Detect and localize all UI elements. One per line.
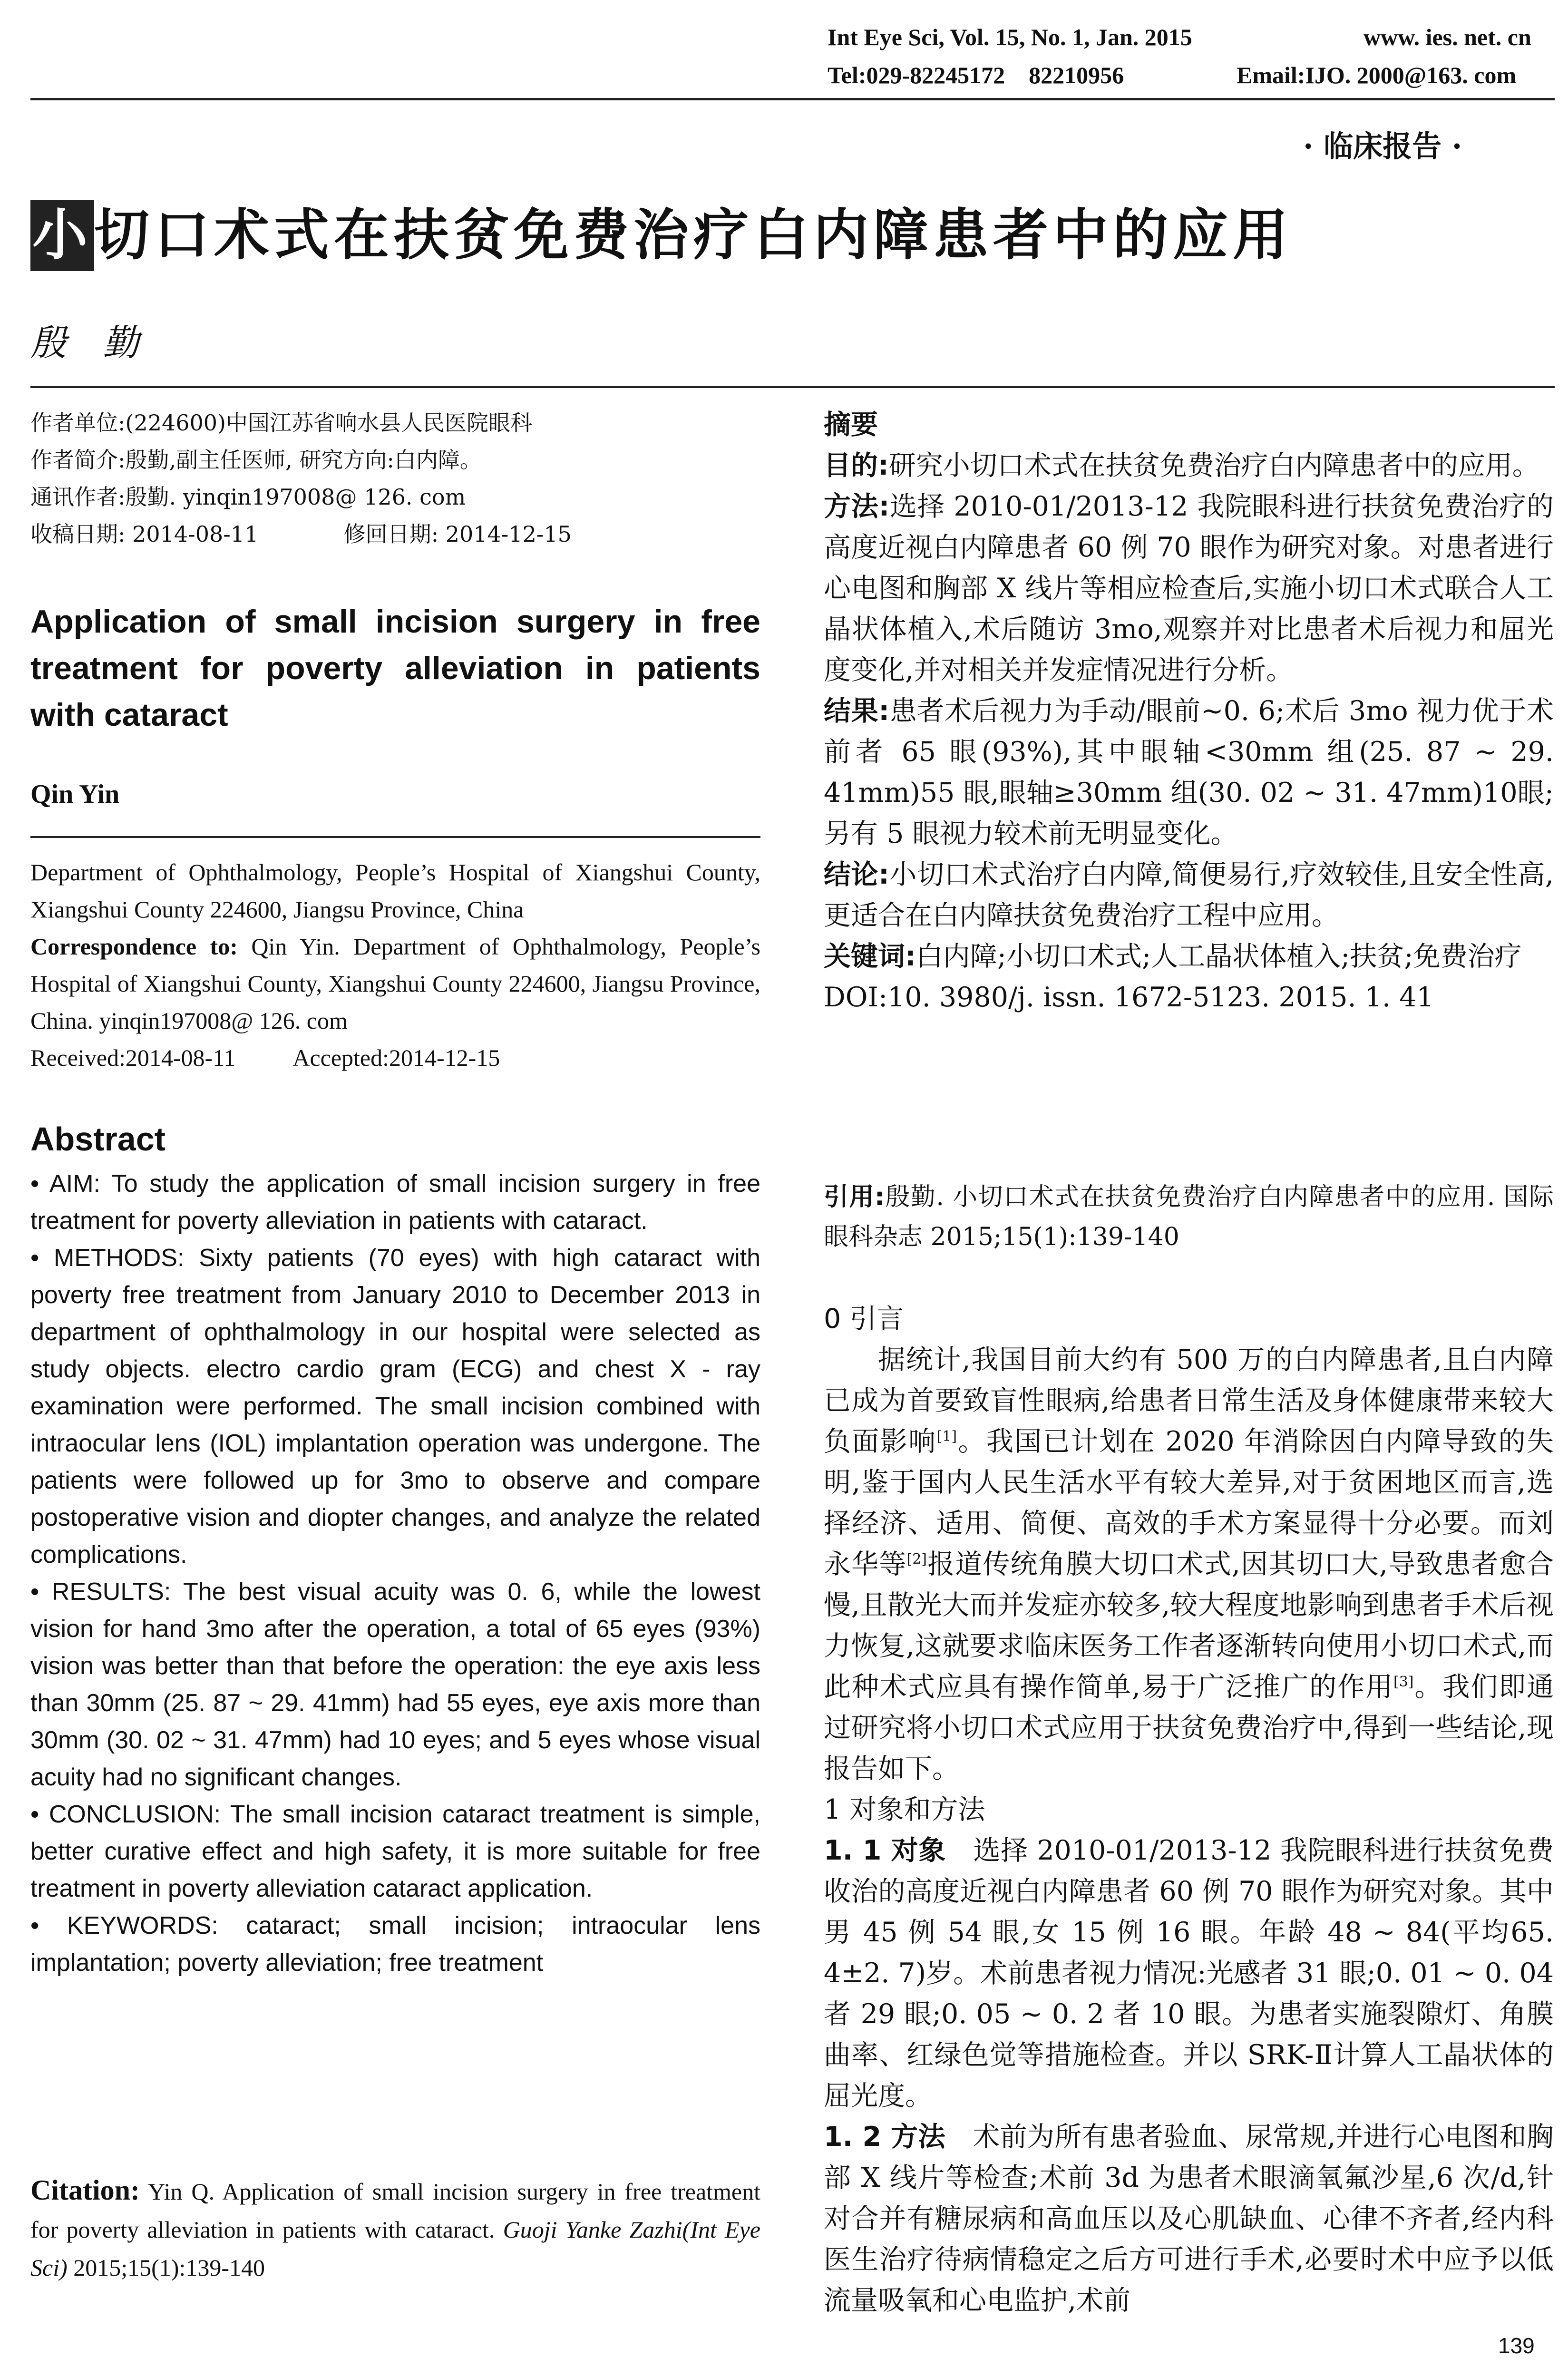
methods-text: 术前为所有患者验血、尿常规,并进行心电图和胸部 X 线片等检查;术前 3d 为患者术眼滴氧氟沙星,6 次/d,针对合并有糖尿病和高血压以及心肌缺血、心律不齐者,经内科医生治疗待病情稳定之后方可进行手术,必要时术中应予以低流量吸氧和心电监护,术前 bbox=[824, 2121, 1554, 2316]
abstract-keywords-cn bbox=[824, 936, 1554, 977]
department-en: Department of Ophthalmology, People’s Hospital of Xiangshui County, Xiangshui County 224600, Jiangsu Province, China bbox=[30, 859, 760, 923]
received-en: Received:2014-08-11 bbox=[30, 1044, 236, 1071]
keywords-label-cn: 关键词: bbox=[824, 941, 916, 972]
aim-text-cn: 研究小切口术式在扶贫免费治疗白内障患者中的应用。 bbox=[888, 450, 1539, 481]
author-intro: 作者简介:殷勤,副主任医师, 研究方向:白内障。 bbox=[30, 447, 482, 473]
conclusion-text-cn: 小切口术式治疗白内障,简便易行,疗效较佳,且安全性高,更适合在白内障扶贫免费治疗工程中应用。 bbox=[824, 859, 1554, 931]
methods-label: 1. 2 方法 bbox=[824, 2121, 945, 2153]
author-info-cn bbox=[30, 404, 760, 553]
accepted-en: Accepted:2014-12-15 bbox=[292, 1044, 500, 1071]
intro-heading: 0 引言 bbox=[824, 1303, 904, 1335]
section-label: · 临床报告 · bbox=[1303, 129, 1462, 164]
abstract-heading-en: Abstract bbox=[30, 1120, 166, 1158]
title-rule bbox=[30, 386, 1555, 388]
subjects-text: 选择 2010-01/2013-12 我院眼科进行扶贫免费收治的高度近视白内障患者 60 例 70 眼作为研究对象。其中男 45 例 54 眼,女 15 例 16 眼。年龄 48 ~ 84(平均65. 4±2. 7)岁。术前患者视力情况:光感者 31 眼;0. 01 ~ 0. 04 者 29 眼;0. 05 ~ 0. 2 者 10 眼。为患者实施裂隙灯、角膜曲率、红绿色觉等措施检查。并以 SRK-Ⅱ计算人工晶状体的屈光度。 bbox=[824, 1835, 1554, 2112]
journal-tel: Tel:029-82245172 82210956 bbox=[828, 62, 1124, 88]
article-title-cn bbox=[30, 200, 1293, 271]
title-rest: 切口术式在扶贫免费治疗白内障患者中的应用 bbox=[94, 203, 1293, 267]
subjects-paragraph bbox=[824, 1830, 1554, 2116]
revised-date-cn: 修回日期: 2014-12-15 bbox=[343, 521, 572, 547]
article-title-en: Application of small incision surgery in free treatment for poverty alleviation in patients with cataract bbox=[30, 604, 760, 733]
header-rule bbox=[30, 98, 1555, 100]
methods-paragraph bbox=[824, 2116, 1554, 2321]
dates-en bbox=[30, 1039, 760, 1076]
citation-journal-en: Guoji Yanke Zazhi(Int Eye Sci) bbox=[30, 2216, 760, 2281]
abstract-methods-cn bbox=[824, 486, 1554, 691]
abstract-heading-cn: 摘要 bbox=[824, 409, 878, 440]
correspondence-en bbox=[30, 928, 760, 1039]
citation-label-cn: 引用: bbox=[824, 1183, 885, 1211]
abstract-results-en: • RESULTS: The best visual acuity was 0. 6, while the lowest vision for hand 3mo after the operation, a total of 65 eyes (93%) vision was better than that before the operation: the eye axis less than 30mm (25. 87 ~ 29. 41mm) had 55 eyes, eye axis more than 30mm (30. 02 ~ 31. 47mm) had 10 eyes; and 5 eyes whose visual acuity had no significant changes. bbox=[30, 1578, 760, 1791]
abstract-results-cn bbox=[824, 691, 1554, 854]
results-text-cn: 患者术后视力为手动/眼前~0. 6;术后 3mo 视力优于术前者 65 眼(93%),其中眼轴<30mm 组(25. 87 ~ 29. 41mm)55 眼,眼轴≥30mm 组(30. 02 ~ 31. 47mm)10眼;另有 5 眼视力较术前无明显变化。 bbox=[824, 695, 1554, 849]
page-number: 139 bbox=[1498, 2333, 1535, 2358]
methods-text-cn: 选择 2010-01/2013-12 我院眼科进行扶贫免费治疗的高度近视白内障患者 60 例 70 眼作为研究对象。对患者进行心电图和胸部 X 线片等相应检查后,实施小切口术式联合人工晶状体植入,术后随访 3mo,观察并对比患者术后视力和屈光度变化,并对相关并发症情况进行分析。 bbox=[824, 491, 1554, 686]
dates-cn bbox=[30, 516, 760, 553]
abstract-cn bbox=[824, 404, 1554, 1018]
abstract-aim-en: • AIM: To study the application of small incision surgery in free treatment for poverty alleviation in patients with cataract. bbox=[30, 1170, 760, 1235]
title-first-char: 小 bbox=[30, 200, 94, 271]
ref-1: [1] bbox=[936, 1428, 957, 1445]
received-date-cn: 收稿日期: 2014-08-11 bbox=[30, 521, 259, 547]
ref-3: [3] bbox=[1393, 1674, 1414, 1690]
ref-2: [2] bbox=[906, 1551, 927, 1568]
corresponding-author: 通讯作者:殷勤. yinqin197008@ 126. com bbox=[30, 484, 466, 510]
abstract-aim-cn bbox=[824, 445, 1554, 486]
journal-citation-line: Int Eye Sci, Vol. 15, No. 1, Jan. 2015 bbox=[828, 24, 1192, 50]
affiliation-en bbox=[30, 854, 760, 1076]
conclusion-label-cn: 结论: bbox=[824, 859, 889, 890]
citation-tail-en: 2015;15(1):139-140 bbox=[67, 2254, 265, 2281]
methods-label-cn: 方法: bbox=[824, 491, 890, 522]
abstract-conclusion-cn bbox=[824, 854, 1554, 936]
intro-text-4: 。我们即通过研究将小切口术式应用于扶贫免费治疗中,得到一些结论,现报告如下。 bbox=[824, 1671, 1554, 1784]
abstract-en bbox=[30, 1165, 760, 1981]
intro-text-3: 报道传统角膜大切口术式,因其切口大,导致患者愈合慢,且散光大而并发症亦较多,较大程度地影响到患者手术后视力恢复,这就要求临床医务工作者逐渐转向使用小切口术式,而此种术式应具有操作简单,易于广泛推广的作用 bbox=[824, 1549, 1554, 1703]
citation-text-cn: 殷勤. 小切口术式在扶贫免费治疗白内障患者中的应用. 国际眼科杂志 2015;15(1):139-140 bbox=[824, 1183, 1554, 1251]
keywords-text-cn: 白内障;小切口术式;人工晶状体植入;扶贫;免费治疗 bbox=[915, 941, 1522, 972]
abstract-keywords-en: • KEYWORDS: cataract; small incision; intraocular lens implantation; poverty alleviation; free treatment bbox=[30, 1912, 760, 1977]
citation-cn bbox=[824, 1177, 1554, 1257]
methods-heading: 1 对象和方法 bbox=[824, 1794, 985, 1825]
correspondence-label: Correspondence to: bbox=[30, 933, 238, 960]
doi: DOI:10. 3980/j. issn. 1672-5123. 2015. 1. 41 bbox=[824, 982, 1434, 1013]
intro-paragraph bbox=[824, 1339, 1554, 1789]
aim-label-cn: 目的: bbox=[824, 450, 889, 481]
abstract-methods-en: • METHODS: Sixty patients (70 eyes) with high cataract with poverty free treatment from January 2010 to December 2013 in department of ophthalmology in our hospital were selected as study objects. electro cardio gram (ECG) and chest X - ray examination were performed. The small incision combined with intraocular lens (IOL) implantation operation was undergone. The patients were followed up for 3mo to observe and compare postoperative vision and diopter changes, and analyze the related complications. bbox=[30, 1244, 760, 1568]
intro-text-1: 据统计,我国目前大约有 500 万的白内障患者,且白内障已成为首要致盲性眼病,给患者日常生活及身体健康带来较大负面影响 bbox=[824, 1344, 1554, 1457]
citation-label-en: Citation: bbox=[30, 2174, 140, 2206]
journal-website: www. ies. net. cn bbox=[1363, 24, 1531, 50]
intro-text-2: 。我国已计划在 2020 年消除因白内障导致的失明,鉴于国内人民生活水平有较大差异,对于贫困地区而言,选择经济、适用、简便、高效的手术方案显得十分必要。而刘永华等 bbox=[824, 1426, 1554, 1580]
journal-email: Email:IJO. 2000@163. com bbox=[1237, 62, 1517, 88]
abstract-conclusion-en: • CONCLUSION: The small incision cataract treatment is simple, better curative effect and high safety, it is more suitable for free treatment in poverty alleviation cataract application. bbox=[30, 1801, 760, 1902]
author-rule bbox=[30, 836, 760, 838]
author-unit: 作者单位:(224600)中国江苏省响水县人民医院眼科 bbox=[30, 410, 532, 436]
author-en: Qin Yin bbox=[30, 779, 120, 809]
body-text bbox=[824, 1298, 1554, 2321]
subjects-label: 1. 1 对象 bbox=[824, 1835, 946, 1866]
citation-en bbox=[30, 2171, 760, 2287]
citation-text-en: Yin Q. Application of small incision surgery in free treatment for poverty alleviation in patients with cataract. bbox=[30, 2178, 760, 2243]
results-label-cn: 结果: bbox=[824, 695, 890, 727]
author-cn: 殷 勤 bbox=[30, 321, 139, 364]
correspondence-text: Qin Yin. Department of Ophthalmology, People’s Hospital of Xiangshui County, Xiangshui County 224600, Jiangsu Province, China. yinqin197008@ 126. com bbox=[30, 933, 760, 1034]
